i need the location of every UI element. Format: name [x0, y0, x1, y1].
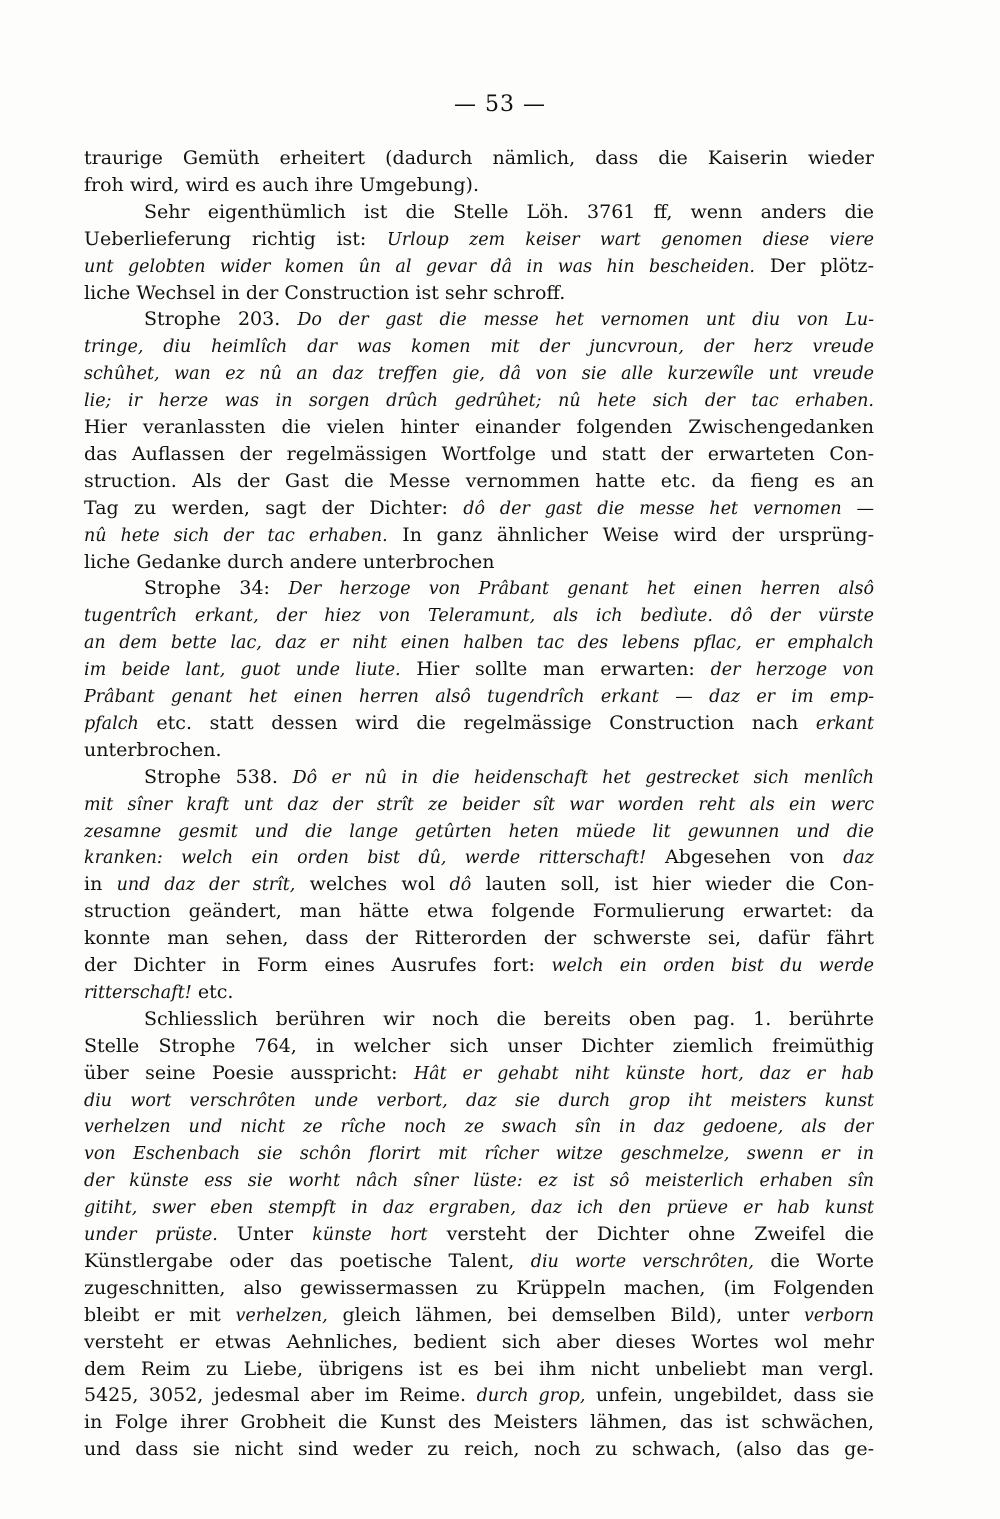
- text-run: froh wird, wird es auch ihre Umgebung).: [84, 173, 480, 196]
- italic-quote: daz: [843, 848, 874, 869]
- text-run: liche Wechsel in der Construction ist sehr schroff.: [84, 281, 566, 304]
- text-run: In ganz ähnlicher Weise wird der ursprüng-: [387, 523, 874, 546]
- text-run: bleibt er mit: [84, 1303, 236, 1326]
- text-line: [84, 710, 874, 737]
- italic-quote: unt gelobten wider komen ûn al gevar dâ in was hin bescheiden.: [84, 256, 755, 277]
- italic-quote: welch ein orden bist du werde: [551, 956, 874, 976]
- text-run: Sehr eigenthümlich ist die Stelle Löh. 3761 ff, wenn anders die: [144, 200, 874, 223]
- text-line: [84, 575, 874, 602]
- text-line: [84, 441, 874, 468]
- text-line: [84, 414, 874, 441]
- italic-quote: Prâbant genant het einen herren alsô tugendrîch erkant — daz er im emp-: [84, 687, 874, 707]
- italic-quote: der herzoge von: [710, 660, 874, 681]
- text-run: das Auflassen der regelmässigen Wortfolge und statt der erwarteten Con-: [84, 442, 874, 465]
- text-run: struction. Als der Gast die Messe vernommen hatte etc. da fieng es an: [84, 469, 874, 492]
- text-line: [84, 468, 874, 495]
- italic-quote: Der herzoge von Prâbant genant het einen herren alsô: [288, 579, 874, 600]
- text-line: [84, 764, 874, 791]
- text-run: Künstlergabe oder das poetische Talent,: [84, 1249, 531, 1272]
- italic-quote: an dem bette lac, daz er niht einen halben tac des lebens pflac, er emphalch: [84, 633, 874, 654]
- text-line: [84, 226, 874, 253]
- text-line: [84, 602, 874, 629]
- italic-quote: kranken: welch ein orden bist dû, werde ritterschaft!: [84, 848, 647, 869]
- italic-quote: Hât er gehabt niht künste hort, daz er hab: [413, 1063, 874, 1084]
- italic-quote: pfalch: [84, 713, 139, 734]
- italic-quote: Dô er nû in die heidenschaft het gestrecket sich menlîch: [292, 767, 874, 788]
- italic-quote: tugentrîch erkant, der hiez von Teleramunt, als ich bedìute. dô der vürste: [84, 606, 874, 627]
- italic-quote: schûhet, wan ez nû an daz treffen gie, dâ von sie alle kurzewîle unt vreude: [84, 364, 874, 385]
- text-line: [84, 1060, 874, 1087]
- text-line: [84, 1302, 874, 1329]
- text-line: [84, 1275, 874, 1302]
- text-line: [84, 1006, 874, 1033]
- text-line: [84, 253, 874, 280]
- italic-quote: verhelzen und nicht ze rîche noch ze swach sîn in daz gedoene, als der: [84, 1117, 874, 1138]
- italic-quote: mit sîner kraft unt daz der strît ze beider sît war worden reht als ein werc: [84, 794, 874, 815]
- text-line: [84, 1221, 874, 1248]
- text-run: konnte man sehen, dass der Ritterorden der schwerste sei, dafür fährt: [84, 927, 874, 950]
- text-run: lauten soll, ist hier wieder die Con-: [471, 873, 874, 896]
- italic-quote: von Eschenbach sie schôn florirt mit rîcher witze geschmelze, swenn er in: [84, 1144, 874, 1165]
- text-line: [84, 495, 874, 522]
- text-line: [84, 898, 874, 925]
- page-number: — 53 —: [454, 92, 546, 117]
- italic-quote: under prüste.: [84, 1225, 218, 1245]
- text-line: [84, 1140, 874, 1167]
- text-run: versteht der Dichter ohne Zweifel die: [427, 1223, 874, 1245]
- text-run: welches wol: [295, 873, 450, 896]
- text-line: [84, 1409, 874, 1436]
- text-line: [84, 979, 874, 1006]
- text-line: [84, 871, 874, 898]
- text-line: [84, 1382, 874, 1409]
- italic-quote: tringe, diu heimlîch dar was komen mit der juncvroun, der herz vreude: [84, 337, 874, 358]
- italic-quote: ritterschaft!: [84, 982, 192, 1003]
- text-run: dem Reim zu Liebe, übrigens ist es bei ihm nicht unbeliebt man vergl.: [84, 1357, 874, 1380]
- text-run: traurige Gemüth erheitert (dadurch nämlich, dass die Kaiserin wieder: [84, 147, 874, 169]
- text-run: in: [84, 873, 117, 896]
- italic-quote: zesamne gesmit und die lange getûrten heten müede lit gewunnen und die: [84, 821, 874, 842]
- italic-quote: nû hete sich der tac erhaben.: [84, 525, 388, 546]
- text-run: Der plötz-: [754, 254, 874, 277]
- text-line: [84, 306, 874, 333]
- text-run: der Dichter in Form eines Ausrufes fort:: [84, 954, 552, 976]
- italic-quote: im beide lant, guot unde liute.: [84, 660, 401, 681]
- italic-quote: verhelzen,: [235, 1305, 328, 1326]
- italic-quote: künste hort: [312, 1225, 428, 1245]
- text-line: [84, 1033, 874, 1060]
- italic-quote: Urloup zem keiser wart genomen diese viere: [387, 229, 874, 250]
- text-run: zugeschnitten, also gewissermassen zu Krüppeln machen, (im Folgenden: [84, 1276, 874, 1299]
- text-run: unterbrochen.: [84, 738, 222, 761]
- text-run: versteht er etwas Aehnliches, bedient sich aber dieses Wortes wol mehr: [84, 1330, 874, 1353]
- italic-quote: Do der gast die messe het vernomen unt diu von Lu-: [297, 310, 874, 331]
- text-run: Stelle Strophe 764, in welcher sich unser Dichter ziemlich freimüthig: [84, 1034, 874, 1057]
- text-run: über seine Poesie ausspricht:: [84, 1061, 414, 1084]
- text-line: [84, 656, 874, 683]
- text-line: [84, 1356, 874, 1383]
- text-line: [84, 280, 874, 307]
- text-run: unfein, ungebildet, dass sie: [585, 1384, 874, 1407]
- text-line: [84, 1436, 874, 1463]
- text-run: Schliesslich berühren wir noch die bereits oben pag. 1. berührte: [144, 1007, 874, 1030]
- text-line: [84, 629, 874, 656]
- text-line: [84, 1113, 874, 1140]
- text-line: [84, 1087, 874, 1114]
- text-line: [84, 1167, 874, 1194]
- text-line: [84, 172, 874, 199]
- text-run: Hier sollte man erwarten:: [400, 658, 711, 681]
- text-run: Strophe 538.: [144, 765, 293, 788]
- text-run: gleich lähmen, bei demselben Bild), unter: [327, 1303, 805, 1326]
- text-line: [84, 1329, 874, 1356]
- text-run: Hier veranlassten die vielen hinter einander folgenden Zwischengedanken: [84, 416, 874, 438]
- text-line: [84, 387, 874, 414]
- text-line: [84, 844, 874, 871]
- italic-quote: dô: [449, 875, 472, 896]
- text-line: [84, 925, 874, 952]
- italic-quote: lie; ir herze was in sorgen drûch gedrûhet; nû hete sich der tac erhaben.: [84, 391, 874, 412]
- text-run: Unter: [217, 1223, 313, 1245]
- text-line: [84, 1194, 874, 1221]
- text-line: [84, 333, 874, 360]
- text-line: [84, 360, 874, 387]
- text-run: 5425, 3052, jedesmal aber im Reime.: [84, 1384, 477, 1407]
- text-run: Strophe 34:: [144, 577, 289, 600]
- text-line: [84, 145, 874, 172]
- text-line: [84, 549, 874, 576]
- italic-quote: erkant: [815, 713, 874, 734]
- italic-quote: gitiht, swer eben stempft in daz ergraben, daz ich den prüeve er hab kunst: [84, 1198, 874, 1219]
- text-line: [84, 818, 874, 845]
- italic-quote: durch grop,: [476, 1386, 586, 1407]
- text-run: Strophe 203.: [144, 308, 298, 331]
- text-line: [84, 737, 874, 764]
- text-run: etc. statt dessen wird die regelmässige Construction nach: [138, 711, 816, 734]
- text-line: [84, 1248, 874, 1275]
- text-line: [84, 952, 874, 979]
- text-run: in Folge ihrer Grobheit die Kunst des Meisters lähmen, das ist schwächen,: [84, 1411, 874, 1434]
- text-run: Ueberlieferung richtig ist:: [84, 227, 388, 250]
- text-run: struction geändert, man hätte etwa folgende Formulierung erwartet: da: [84, 900, 874, 923]
- text-line: [84, 683, 874, 710]
- italic-quote: diu worte verschrôten,: [530, 1251, 754, 1272]
- text-run: Abgesehen von: [646, 846, 844, 869]
- italic-quote: verborn: [804, 1305, 874, 1326]
- text-run: liche Gedanke durch andere unterbrochen: [84, 550, 495, 573]
- text-line: [84, 199, 874, 226]
- text-run: etc.: [191, 980, 234, 1003]
- text-line: [84, 791, 874, 818]
- text-run: Tag zu werden, sagt der Dichter:: [84, 496, 464, 519]
- italic-quote: der künste ess sie worht nâch sîner lüste: ez ist sô meisterlich erhaben sîn: [84, 1171, 874, 1192]
- text-run: und dass sie nicht sind weder zu reich, noch zu schwach, (also das ge-: [84, 1438, 874, 1461]
- italic-quote: dô der gast die messe het vernomen —: [463, 498, 874, 519]
- text-line: [84, 522, 874, 549]
- italic-quote: und daz der strît,: [116, 875, 296, 896]
- italic-quote: diu wort verschrôten unde verbort, daz sie durch grop iht meisters kunst: [84, 1090, 874, 1111]
- text-run: die Worte: [753, 1249, 874, 1272]
